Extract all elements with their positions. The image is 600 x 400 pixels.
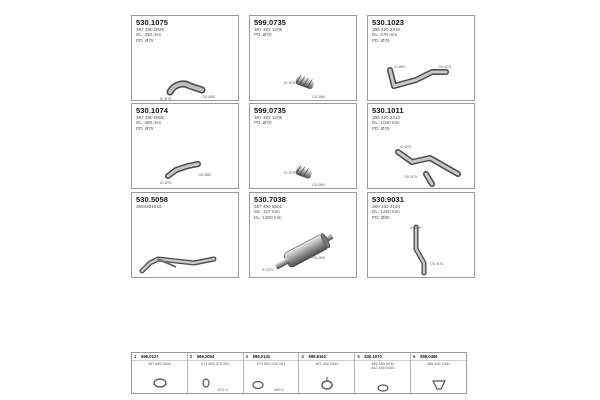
- pipe-drawing: [368, 16, 476, 102]
- accessory-part-number: 599.2054: [196, 354, 215, 359]
- accessory-item[interactable]: [355, 353, 411, 393]
- accessory-part-number: 599.0127: [141, 354, 159, 359]
- part-number: 530.9031: [372, 195, 405, 204]
- pipe-drawing: [132, 16, 240, 102]
- pipe-drawing: [132, 104, 240, 190]
- accessory-index: 3: [245, 354, 248, 359]
- dim-label: OD Ø80: [312, 183, 326, 187]
- accessory-part-number: 599.8162: [308, 354, 326, 359]
- accessory-oe: 385 492 1441: [426, 362, 451, 366]
- dim-label: ID Ø75: [400, 145, 412, 149]
- accessory-part-number: 599.0466: [420, 354, 438, 359]
- accessory-oe: 071 553 030 001: [256, 362, 286, 366]
- oe-numbers: 389 490 2210 DL: 1040 mm PD: Ø75: [372, 115, 401, 131]
- accessory-oe: 071 553 370 500: [200, 362, 230, 366]
- accessory-index: 6: [413, 354, 416, 359]
- part-card[interactable]: [249, 192, 357, 278]
- dim-label: ID Ø75: [160, 181, 172, 185]
- flex-hose-drawing: [250, 16, 358, 102]
- flex-hose-drawing: [250, 104, 358, 190]
- part-card[interactable]: [131, 192, 239, 278]
- accessory-part-number: 599.0141: [252, 354, 271, 359]
- size-label: Ø71,5: [217, 388, 228, 392]
- part-card[interactable]: [367, 192, 475, 278]
- part-card[interactable]: [367, 103, 475, 189]
- accessory-item[interactable]: [299, 353, 355, 393]
- part-number: 530.1023: [372, 18, 405, 27]
- part-number: 530.1075: [136, 18, 169, 27]
- oe-numbers: 3884931519: [136, 204, 162, 209]
- oe-numbers: 387 490 0825 DL: 350 mm PD: Ø75: [136, 27, 165, 43]
- accessory-index: 1: [134, 354, 137, 359]
- part-card[interactable]: [131, 103, 239, 189]
- dim-label: ID Ø75: [160, 97, 172, 101]
- dim-label: OD Ø75: [404, 175, 418, 179]
- dim-label: OD Ø80: [312, 256, 326, 260]
- dim-label: OD Ø80: [312, 95, 326, 99]
- pipe-drawing: [368, 193, 476, 279]
- accessory-item[interactable]: [188, 353, 244, 393]
- part-number: 599.0735: [254, 18, 287, 27]
- part-card[interactable]: [249, 103, 357, 189]
- accessory-index: 4: [301, 354, 304, 359]
- clamp-icon: [188, 353, 244, 395]
- oe-numbers: 387 492 1209 PD: Ø75: [254, 27, 283, 38]
- accessory-part-number: 530.1070: [364, 354, 382, 359]
- dim-label: ID Ø80: [410, 226, 422, 230]
- part-number: 530.1011: [372, 106, 404, 115]
- part-number: 530.1074: [136, 106, 169, 115]
- part-number: 530.5058: [136, 195, 169, 204]
- accessory-index: 5: [357, 354, 360, 359]
- oe-numbers: 387 490 5501 ML: 127 mm DL: 1300 mm: [254, 204, 283, 220]
- clamp-ring-icon: [132, 353, 188, 395]
- accessory-index: 2: [189, 354, 193, 359]
- pipe-drawing: [132, 193, 240, 279]
- dim-label: ID Ø75: [284, 81, 296, 85]
- dim-label: OD Ø80: [198, 173, 212, 177]
- gasket-icon: [355, 353, 411, 395]
- pipe-drawing: [368, 104, 476, 190]
- dim-label: OD Ø75: [438, 65, 452, 69]
- accessory-item[interactable]: [132, 353, 188, 393]
- part-number: 599.0735: [254, 106, 287, 115]
- gasket-icon: [411, 353, 467, 395]
- dim-label: ID Ø75: [284, 171, 296, 175]
- dim-label: ID Ø75: [262, 268, 274, 272]
- accessory-item[interactable]: [244, 353, 300, 393]
- clamp-icon: [299, 353, 355, 395]
- dim-label: OD Ø80: [202, 95, 216, 99]
- oe-numbers: 389 490 2310 DL: 670 mm PD: Ø75: [372, 27, 401, 43]
- part-card[interactable]: [131, 15, 239, 101]
- clamp-icon: [244, 353, 300, 395]
- accessories-table: [131, 352, 467, 394]
- accessory-item[interactable]: [411, 353, 466, 393]
- accessory-oe: 387 492 0340: [315, 362, 339, 366]
- part-card[interactable]: [249, 15, 357, 101]
- accessory-oe: 385 489 0030 442 490 0400: [371, 362, 395, 371]
- oe-numbers: 387 492 1209 PD: Ø75: [254, 115, 283, 126]
- oe-numbers: 387 490 0695 DL: 480 mm PD: Ø75: [136, 115, 165, 131]
- size-label: Ø80,3: [273, 388, 284, 392]
- dim-label: ID Ø80: [394, 65, 406, 69]
- silencer-drawing: [250, 193, 358, 279]
- part-card[interactable]: [367, 15, 475, 101]
- accessory-oe: 387 489 0044: [147, 362, 172, 366]
- oe-numbers: 389 492 4104 DL: 1250 mm PD: Ø80: [372, 204, 401, 220]
- part-number: 530.7038: [254, 195, 287, 204]
- dim-label: OD Ø75: [430, 262, 444, 266]
